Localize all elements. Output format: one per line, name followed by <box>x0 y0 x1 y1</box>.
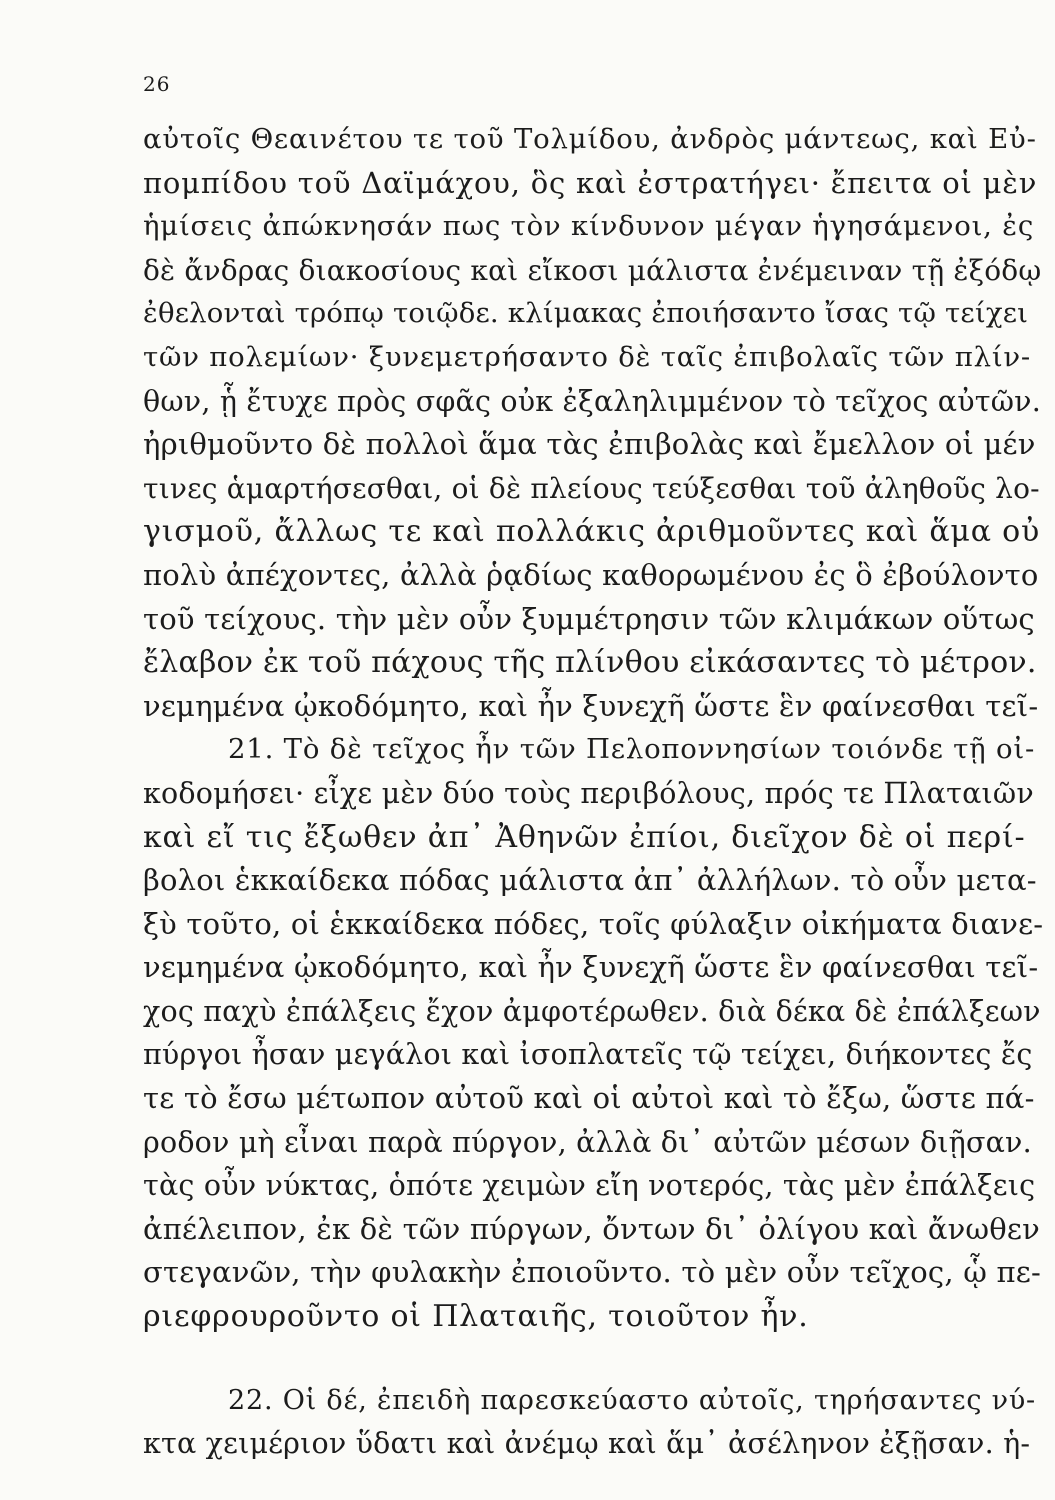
text-line: θων, ᾗ ἔτυχε πρὸς σφᾶς οὐκ ἐξαληλιμμένον τὸ τεῖχος αὐτῶν. <box>143 384 1041 418</box>
text-line: ξὺ τοῦτο, οἱ ἑκκαίδεκα πόδες, τοῖς φύλαξιν οἰκήματα διανε- <box>143 906 1044 941</box>
text-line: ἡμίσεις ἀπώκνησάν πως τὸν κίνδυνον μέγαν ἡγησάμενοι, ἐς <box>143 210 1035 243</box>
text-line: τοῦ τείχους. τὴν μὲν οὖν ξυμμέτρησιν τῶν κλιμάκων οὕτως <box>143 601 1035 636</box>
paragraph-21-start: 21. Τὸ δὲ τεῖχος ἦν τῶν Πελοποννησίων τοιόνδε τῇ οἰ- <box>228 733 1036 766</box>
text-line: γισμοῦ, ἄλλως τε καὶ πολλάκις ἀριθμοῦντες καὶ ἅμα οὐ <box>143 514 1041 550</box>
text-line: ἠριθμοῦντο δὲ πολλοὶ ἅμα τὰς ἐπιβολὰς καὶ ἔμελλον οἱ μέν <box>143 427 1036 462</box>
text-line: κοδομήσει· εἶχε μὲν δύο τοὺς περιβόλους, πρός τε Πλαταιῶν <box>143 776 1034 810</box>
paragraph-22-start: 22. Οἱ δέ, ἐπειδὴ παρεσκεύαστο αὐτοῖς, τηρήσαντες νύ- <box>228 1384 1036 1416</box>
text-line: νεμημένα ᾠκοδόμητο, καὶ ἦν ξυνεχῆ ὥστε ἓν φαίνεσθαι τεῖ- <box>143 950 1039 985</box>
body-text <box>143 118 1043 1466</box>
text-line: ἔλαβον ἐκ τοῦ πάχους τῆς πλίνθου εἰκάσαντες τὸ μέτρον. <box>143 645 1037 681</box>
text-line: πομπίδου τοῦ Δαϊμάχου, ὃς καὶ ἐστρατήγει· ἔπειτα οἱ μὲν <box>143 165 1038 200</box>
text-line: χος παχὺ ἐπάλξεις ἔχον ἀμφοτέρωθεν. διὰ δέκα δὲ ἐπάλξεων <box>143 994 1041 1028</box>
page-number: 26 <box>143 72 171 96</box>
text-line: κτα χειμέριον ὕδατι καὶ ἀνέμῳ καὶ ἅμ᾽ ἀσέληνον ἐξῇσαν. ἡ- <box>143 1427 1031 1461</box>
text-line: τινες ἁμαρτήσεσθαι, οἱ δὲ πλείους τεύξεσθαι τοῦ ἀληθοῦς λο- <box>143 471 1040 505</box>
text-line: τε τὸ ἔσω μέτωπον αὐτοῦ καὶ οἱ αὐτοὶ καὶ τὸ ἔξω, ὥστε πά- <box>143 1081 1035 1116</box>
text-line: δὲ ἄνδρας διακοσίους καὶ εἴκοσι μάλιστα ἐνέμειναν τῇ ἐξόδῳ <box>143 253 1042 287</box>
text-line: τῶν πολεμίων· ξυνεμετρήσαντο δὲ ταῖς ἐπιβολαῖς τῶν πλίν- <box>143 340 1032 373</box>
text-line: πολὺ ἀπέχοντες, ἀλλὰ ῥᾳδίως καθορωμένου ἐς ὃ ἐβούλοντο <box>143 557 1039 592</box>
text-line: νεμημένα ᾠκοδόμητο, καὶ ἦν ξυνεχῆ ὥστε ἓν φαίνεσθαι τεῖ- <box>143 688 1039 723</box>
text-line: αὐτοῖς Θεαινέτου τε τοῦ Τολμίδου, ἀνδρὸς μάντεως, καὶ Εὐ- <box>143 123 1037 155</box>
text-line: ριεφρουροῦντο οἱ Πλαταιῆς, τοιοῦτον ἦν. <box>143 1299 809 1335</box>
text-line: καὶ εἴ τις ἔξωθεν ἀπ᾽ Ἀθηνῶν ἐπίοι, διεῖχον δὲ οἱ περί- <box>143 819 1026 855</box>
text-line: βολοι ἑκκαίδεκα πόδας μάλιστα ἀπ᾽ ἀλλήλων. τὸ οὖν μετα- <box>143 863 1037 898</box>
text-line: στεγανῶν, τὴν φυλακὴν ἐποιοῦντο. τὸ μὲν οὖν τεῖχος, ᾧ πε- <box>143 1255 1041 1290</box>
text-line: ἐθελονταὶ τρόπῳ τοιῷδε. κλίμακας ἐποιήσαντο ἴσας τῷ τείχει <box>143 297 1029 330</box>
text-line: τὰς οὖν νύκτας, ὁπότε χειμὼν εἴη νοτερός, τὰς μὲν ἐπάλξεις <box>143 1169 1036 1203</box>
text-line: ροδον μὴ εἶναι παρὰ πύργον, ἀλλὰ δι᾽ αὐτῶν μέσων διῇσαν. <box>143 1125 1032 1159</box>
text-line: ἀπέλειπον, ἐκ δὲ τῶν πύργων, ὄντων δι᾽ ὀλίγου καὶ ἄνωθεν <box>143 1211 1040 1246</box>
text-line: πύργοι ἦσαν μεγάλοι καὶ ἰσοπλατεῖς τῷ τείχει, διήκοντες ἔς <box>143 1038 1033 1072</box>
